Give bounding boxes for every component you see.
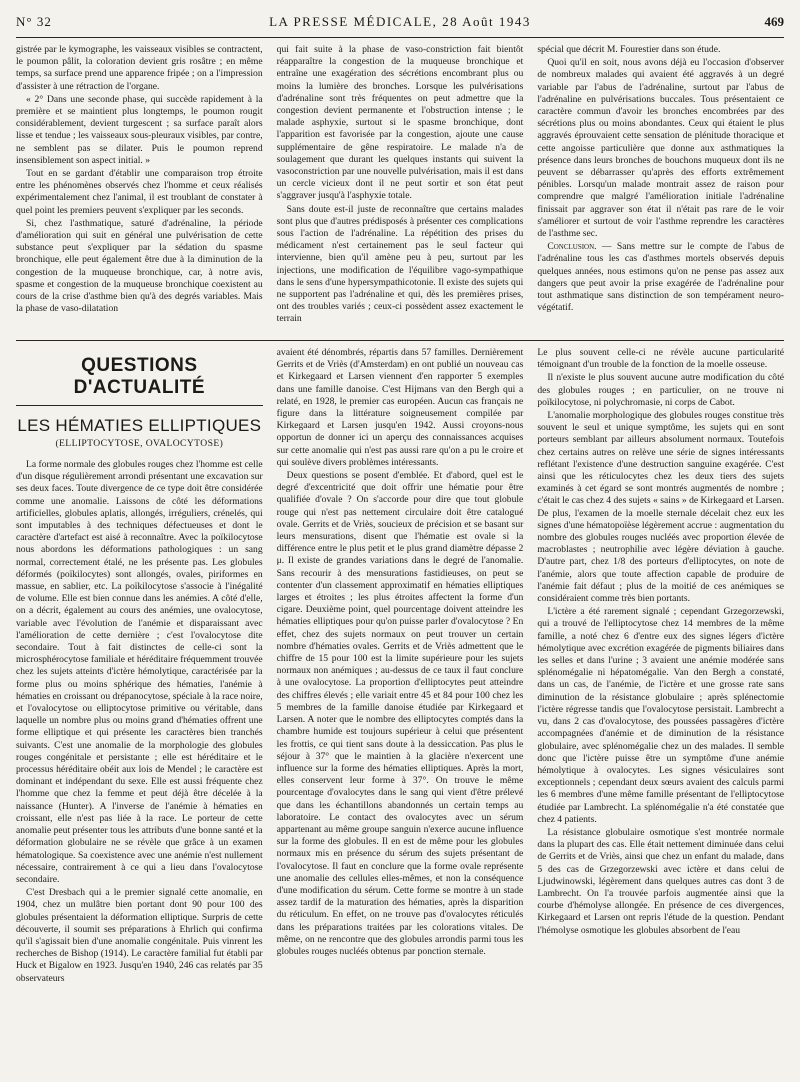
- paragraph: Quoi qu'il en soit, nous avons déjà eu l'occasion d'observer de nombreux malades qui avaient été aggravés à un degré variable par l'abus de l'adrénaline, surtout par l'abus de l'adrénaline en pulvérisations buccales. Tous présentaient ce caractère commun d'avoir les bronches encombrées par des sécrétions plus ou moins abondantes. Ceux qui étaient le plus aggravés éprouvaient cette sensation de plénitude thoracique et cette angoisse particulière que donne aux asthmatiques la présence dans leurs bronches de bouchons muqueux dont ils ne peuvent se débarrasser qu'après des efforts extrêmement pénibles. Lorsqu'un malade montrait assez de raison pour comprendre que malgré l'amélioration initiale l'adrénaline finissait par aggraver son état il n'était pas rare de le voir s'améliorer et surtout de voir l'asthme reprendre les caractères de l'asthme sec.: [537, 57, 784, 240]
- paragraph: C'est Dresbach qui a le premier signalé cette anomalie, en 1904, chez un mulâtre bien portant dont 90 pour 100 des globules présentaient la déformation elliptique. Surpris de cette découverte, il soumit ses préparations à Ehrlich qui confirma qu'il s'agissait bien d'une anomalie congénitale. Puis vinrent les recherches de Bishop (1914). Le caractère familial fut établi par Huck et Bigalow en 1923. Jusqu'en 1940, 246 cas relatés par 35 observateurs: [16, 887, 263, 984]
- page-header: [16, 14, 784, 38]
- top-column-2: [277, 44, 524, 336]
- paragraph: Le plus souvent celle-ci ne révèle aucune particularité témoignant d'un trouble de la fonction de la moelle osseuse.: [537, 347, 784, 371]
- paragraph: L'ictère a été rarement signalé ; cependant Grzegorzewski, qui a trouvé de l'elliptocytose chez 14 membres de la même famille, a noté chez 6 d'entre eux des signes légers d'ictère hémolytique avec excrétion exagérée de pigments biliaires dans les selles et dans l'urine ; 3 avaient une anémie modérée sans splénomégalie ni hépatomégalie. Van den Bergh a constaté, dans un cas, de l'anémie, de l'ictère et une grosse rate sans diminution de la résistance globulaire ; après splénectomie l'ictère régresse tandis que l'ovalocytose persistait. Lambrecht a vu, dans 2 cas d'ovalocytose, des poussées passagères d'ictère accompagnées d'anémie et de diminution de la résistance globulaire, avec splénomégalie chez un des malades. Il semble donc que l'ictère puisse être un symptôme d'une anémie hémolytique à ovalocytes. Les signes vésiculaires sont exceptionnels ; cependant deux sœurs avaient des calculs parmi les 6 membres d'une même famille présentant de l'elliptocytose étudiée par Lambrecht. La splénomégalie n'a été constatée que chez 4 patients.: [537, 606, 784, 825]
- paragraph: Deux questions se posent d'emblée. Et d'abord, quel est le degré d'excentricité que doit offrir une hématie pour être qualifiée d'ovale ? On s'accorde pour dire que tout globule rouge qui n'est pas nettement circulaire doit être catalogué ovale. Gerrits et de Vriès, soucieux de précision et se basant sur leurs mensurations, disent que l'hématie est ovale si la différence entre le plus petit et le plus grand diamètre dépasse 2 μ. Il existe de grandes variations dans le degré de l'anomalie. Sans recourir à des mensurations fastidieuses, on peut se contenter d'un classement approximatif en hématies elliptiques larges et étroites ; les plus étroites affectent la forme d'un cigare. Deuxième point, quel pourcentage doivent atteindre les hématies elliptiques pour qu'on puisse parler d'ovalocytose ? En effet, chez des sujets normaux on peut trouver un certain nombre d'hématies ovales. Gerrits et de Vriès admettent que le chiffre de 15 pour 100 est la limite supérieure pour les sujets normaux non anémiques ; au-dessus de ce taux il faut conclure à une ovalocytose. La proportion d'elliptocytes peut atteindre des chiffres élevés ; elle variait entre 45 et 84 pour 100 chez les 5 membres de la famille danoise étudiée par Kirkegaard et Larsen. A noter que le nombre des elliptocytes comptés dans la chambre humide est toujours supérieur à celui que présentent les frottis, ce qui tient sans doute à la dessiccation. Pas plus le séjour à 37° que le maintien à la glacière n'exercent une influence sur la forme des hématies elliptiques. Après la mort, elles conservent leur forme à 37°. On trouve le même pourcentage d'ovalocytes dans le sang qui vient d'être prélevé que dans les échantillons abandonnés un certain temps au laboratoire. Le contact des ovalocytes avec un sérum appartenant au même groupe sanguin n'exerce aucune influence sur la forme des globules. Il en est de même pour les globules normaux mis en présence du sérum des sujets présentant de l'ovalocytose. Il faut en conclure que la forme ovale représente une anomalie des cellules elles-mêmes, et non la conséquence d'une modification du sérum. Cette forme se montre à un stade assez tardif de la maturation des hématies, après la disparition du réticulum. En effet, on ne trouve pas d'ovalocytes réticulés dans les préparations traitées par les colorations vitales. De même, on ne rencontre que des globules arrondis parmi tous les globules rouges nucléés obtenus par ponction sternale.: [276, 470, 524, 957]
- paragraph: avaient été dénombrés, répartis dans 57 familles. Dernièrement Gerrits et de Vriès (d'Amsterdam) en ont publié un nouveau cas et Kirkegaard et Larsen viennent d'en rapporter 5 exemples dans une famille danoise. C'est Hijmans van den Bergh qui a relaté, en 1928, le premier cas européen. Aucun cas français ne figure dans la littérature soigneusement compilée par Kirkegaard et Larsen jusqu'en 1942. Aussi croyons-nous opportun de donner ici un aperçu des connaissances acquises sur cette anomalie qui n'est pas aussi rare qu'on a pu le croire et qui soulève divers problèmes intéressants.: [276, 347, 524, 468]
- previous-article-columns: [16, 44, 784, 336]
- paragraph: La forme normale des globules rouges chez l'homme est celle d'un disque régulièrement arrondi présentant une excavation sur ses deux faces. Toute divergence de ce type doit être considérée comme une anomalie. Laissons de côté les déformations artificielles, globules aplatis, allongés, irréguliers, crénelés, qui sont imputables à des techniques défectueuses et dont le caractère d'artefact est aisé à reconnaître. Avec la poïkilocytose nous abordons les déformations pathologiques : un sang normal, correctement étalé, ne les présente pas. Les globules déformés (poïkilocytes) sont allongés, ovales, piriformes en massue, en sablier, etc. La poïkilocytose s'associe à l'inégalité de volume. Elle est bien connue dans les anémies. A côté d'elle, on a décrit, également au cours des anémies, une ovalocytose, variable avec l'évolution de l'anémie et disparaissant avec l'amélioration de cette dernière ; c'est l'ovalocytose dite secondaire. Tout à fait distinctes de celle-ci sont la microsphérocytose familiale et héréditaire fréquemment trouvée chez les sujets atteints d'ictère hémolytique, caractérisée par la forme plus ou moins sphérique des hématies, l'anémie à hématies en croissant ou drépanocytose, spéciale à la race noire, et l'ovalocytose ou elliptocytose primitive ou véritable, dans laquelle un nombre plus ou moins grand d'hématies offrent une forme elliptique et qui présente les caractères bien tranchés suivants. C'est une anomalie de la morphologie des globules rouges congénitale et persistante ; elle est héréditaire et le processus héréditaire obéit aux lois de Mendel ; le caractère est dominant et indépendant du sexe. Elle est aussi fréquente chez l'homme que chez la femme et peut déjà être décelée à la naissance (Hunter). A l'inverse de l'anémie à hématies en croissant, elle n'est pas liée à la race. Le porteur de cette anomalie peut présenter tous les attributs d'une bonne santé et la déformation globulaire ne se révèle que grâce à un examen hématologique. Sa coexistence avec une anémie n'est nullement nécessaire, contrairement à ce qui a lieu dans l'ovalocytose secondaire.: [16, 459, 263, 885]
- conclusion-paragraph: [537, 241, 784, 314]
- conclusion-text: — Sans mettre sur le compte de l'abus de l'adrénaline tous les cas d'asthmes mortels observés depuis quelques années, nous estimons qu'on ne pense pas assez aux dangers que peut avoir la prise exagérée de l'adrénaline pour tout asthmatique sans distinction de son tempérament neuro-végétatif.: [537, 241, 784, 314]
- paragraph: gistrée par le kymographe, les vaisseaux visibles se contractent, le poumon pâlit, la coloration devient gris rosâtre ; en même temps, sa surface prend une apparence fripée ; on a l'impression d'assister à une rétraction de l'organe.: [16, 44, 263, 92]
- paragraph: Si, chez l'asthmatique, saturé d'adrénaline, la période d'amélioration qui suit en général une pulvérisation de cette substance peut s'expliquer par la sédation du spasme bronchique, elle peut également être due à la diminution de la congestion de la muqueuse bronchique, car, à notre avis, spasme et congestion de la muqueuse bronchique coexistent au cours de la crise d'asthme bien qu'à des degrés variables. Mais la phase de vaso-dilatation: [16, 217, 263, 315]
- paragraph: qui fait suite à la phase de vaso-constriction fait bientôt réapparaître la congestion de la muqueuse bronchique et entraîne une exagération des sécrétions encombrant plus ou moins la lumière des bronches. Lorsque les pulvérisations d'adrénaline sont très fréquentes on peut admettre que la congestion devient permanente et l'obstruction intense ; le malade asphyxie, surtout si le spasme bronchique, dont l'apparition est favorisée par la congestion, ajoute une cause supplémentaire de gêne respiratoire. Le malade n'a de soulagement que durant les quelques instants qui suivent la vasoconstriction par une nouvelle pulvérisation, mais il est dans un cercle vicieux dont il ne peut sortir et son état peut s'aggraver jusqu'à l'asphyxie totale.: [276, 44, 524, 202]
- paragraph: L'anomalie morphologique des globules rouges constitue très souvent le seul et unique symptôme, les sujets qui en sont porteurs semblant par ailleurs absolument normaux. Toutefois chez certains autres on relève une série de signes intéressants reflétant l'existence d'une destruction sanguine exagérée. C'est ainsi que les réticulocytes chez les deux tiers des sujets examinés à cet égard se sont montrés augmentés de nombre ; c'était le cas chez 4 des sujets « sains » de Kirkegaard et Larsen. De plus, l'examen de la moelle sternale décelait chez eux les signes d'une hématopoïèse légèrement accrue : augmentation du nombre des globules rouges nucléés avec proportion élevée de macroblastes ; neutrophilie avec légère déviation à gauche. D'autre part, chez 1/8 des porteurs d'elliptocytes, on note de l'anémie, alors que toute affection capable de produire de l'anémie fait défaut ; plus de la moitié de ces anémiques se considéraient comme très bien portants.: [537, 410, 784, 605]
- article-columns: [16, 347, 784, 1082]
- paragraph: Sans doute est-il juste de reconnaître que certains malades sont plus que d'autres prédisposés à présenter ces complications sous l'action de l'adrénaline. La répétition des prises du médicament n'est certainement pas le seul facteur qui intervienne, bien qu'il amène peu à peu, surtout par les injections, une modification de l'équilibre vago-sympathique dans le sens d'une hypersympathicotonie. Il existe des sujets qui ne supportent pas l'adrénaline et qui, dès les premières prises, ont des troubles variés ; ceux-ci possèdent assez exactement le terrain: [276, 203, 524, 325]
- bottom-column-3: [537, 347, 784, 1082]
- journal-title-date: LA PRESSE MÉDICALE, 28 Août 1943: [269, 14, 531, 29]
- issue-number: N° 32: [16, 14, 52, 29]
- conclusion-label: Conclusion.: [547, 241, 597, 253]
- top-column-3: [537, 44, 784, 336]
- article-title: LES HÉMATIES ELLIPTIQUES: [17, 416, 262, 435]
- article-subtitle: (ELLIPTOCYTOSE, OVALOCYTOSE): [55, 438, 224, 449]
- paragraph: Il n'existe le plus souvent aucune autre modification du côté des globules rouges ; en particulier, on ne trouve ni poïkilocytose, ni polychromasie, ni corps de Cabot.: [537, 372, 784, 408]
- bottom-column-1: [16, 347, 263, 1082]
- paragraph: La résistance globulaire osmotique s'est montrée normale dans la plupart des cas. Elle était nettement diminuée dans celui de Gerrits et de Vriès, ainsi que chez un enfant du malade, dans 5 des cas de Grzegorzewski avec ictère et dans celui de Ljudwinowski, légèrement dans quelques autres cas dont 3 de Lambrecht. On l'a trouvée parfois augmentée ainsi que la courbe d'hémolyse allongée. En présence de ces divergences, Kirkegaard et Larsen ont repris l'étude de la question. Pendant l'hémolyse osmotique les globules absorbent de l'eau: [537, 826, 784, 936]
- page-number: 469: [764, 14, 784, 29]
- top-column-1: [16, 44, 263, 336]
- paragraph: spécial que décrit M. Fourestier dans son étude.: [537, 44, 721, 55]
- section-title: QUESTIONS D'ACTUALITÉ: [16, 355, 263, 406]
- paragraph: Tout en se gardant d'établir une comparaison trop étroite entre les phénomènes observés chez l'homme et ceux réalisés expérimentalement chez l'animal, il est troublant de constater à quel point les premiers peuvent s'expliquer par les seconds.: [16, 168, 263, 216]
- paragraph: « 2° Dans une seconde phase, qui succède rapidement à la première et se maintient plus longtemps, le poumon rougit considérablement, devient turgescent ; sa surface paraît alors lisse et tendue ; les vaisseaux sous-pleuraux visibles, par contre, ne semblent pas se dilater. Puis le poumon reprend insensiblement son aspect initial. »: [16, 93, 263, 166]
- section-divider: [16, 340, 784, 341]
- bottom-column-2: [277, 347, 524, 1082]
